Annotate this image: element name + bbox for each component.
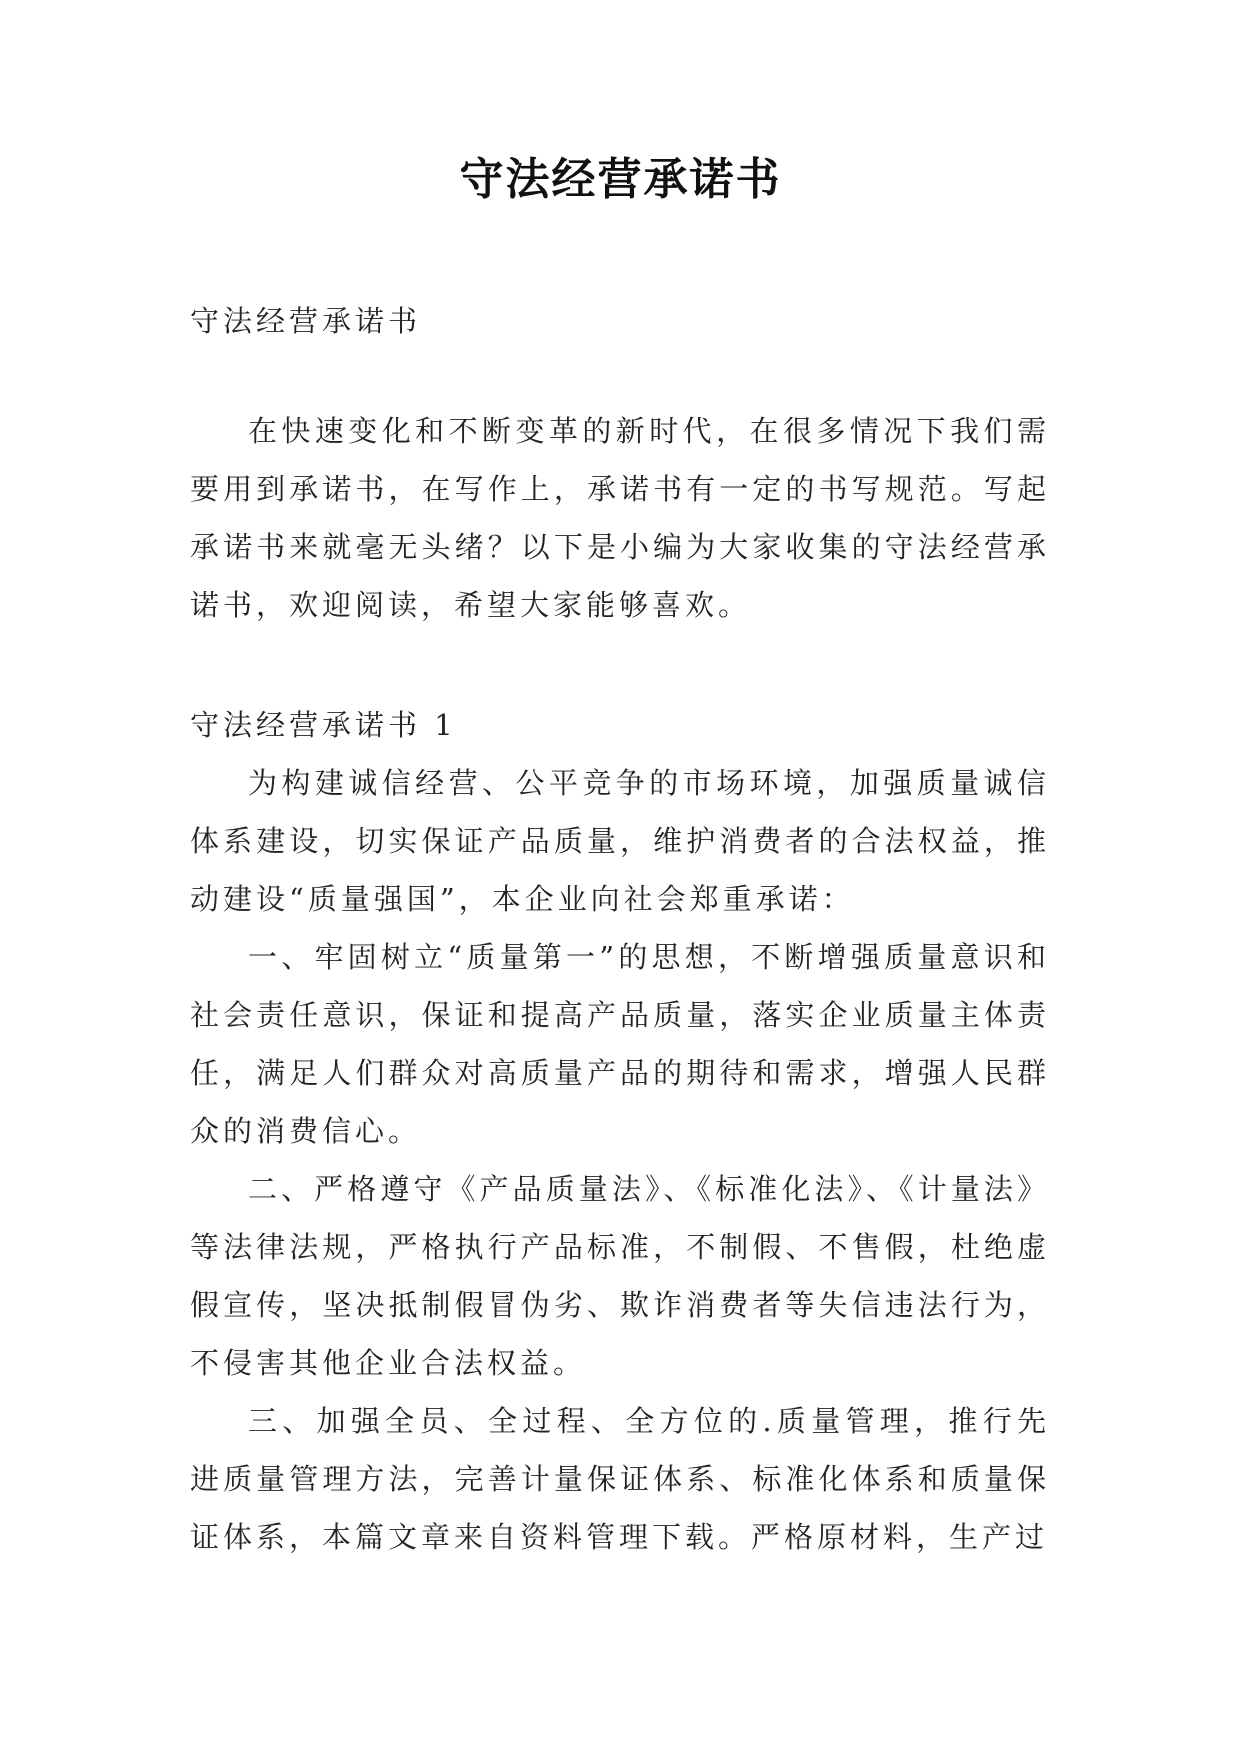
section-1: [190, 696, 1050, 1566]
intro-block: [190, 402, 1050, 634]
paragraph-item-3: 三、加强全员、全过程、全方位的.质量管理，推行先进质量管理方法，完善计量保证体系、标准化体系和质量保证体系，本篇文章来自资料管理下载。严格原材料，生产过: [190, 1404, 1050, 1554]
intro-paragraph: 在快速变化和不断变革的新时代，在很多情况下我们需要用到承诺书，在写作上，承诺书有一定的书写规范。写起承诺书来就毫无头绪？以下是小编为大家收集的守法经营承诺书，欢迎阅读，希望大家能够喜欢。: [190, 414, 1050, 622]
document-title: 守法经营承诺书: [459, 154, 782, 205]
paragraph-preamble: 为构建诚信经营、公平竞争的市场环境，加强质量诚信体系建设，切实保证产品质量，维护消费者的合法权益，推动建设“质量强国”，本企业向社会郑重承诺：: [190, 766, 1050, 916]
paragraph-item-1: 一、牢固树立“质量第一”的思想，不断增强质量意识和社会责任意识，保证和提高产品质量，落实企业质量主体责任，满足人们群众对高质量产品的期待和需求，增强人民群众的消费信心。: [190, 940, 1050, 1148]
document-subtitle: [190, 292, 1050, 350]
section-heading: 守法经营承诺书 1: [190, 708, 457, 742]
subtitle-text: 守法经营承诺书: [190, 304, 422, 338]
paragraph-item-2: 二、严格遵守《产品质量法》、《标准化法》、《计量法》等法律法规，严格执行产品标准，不制假、不售假，杜绝虚假宣传，坚决抵制假冒伪劣、欺诈消费者等失信违法行为，不侵害其他企业合法权益。: [190, 1172, 1050, 1380]
